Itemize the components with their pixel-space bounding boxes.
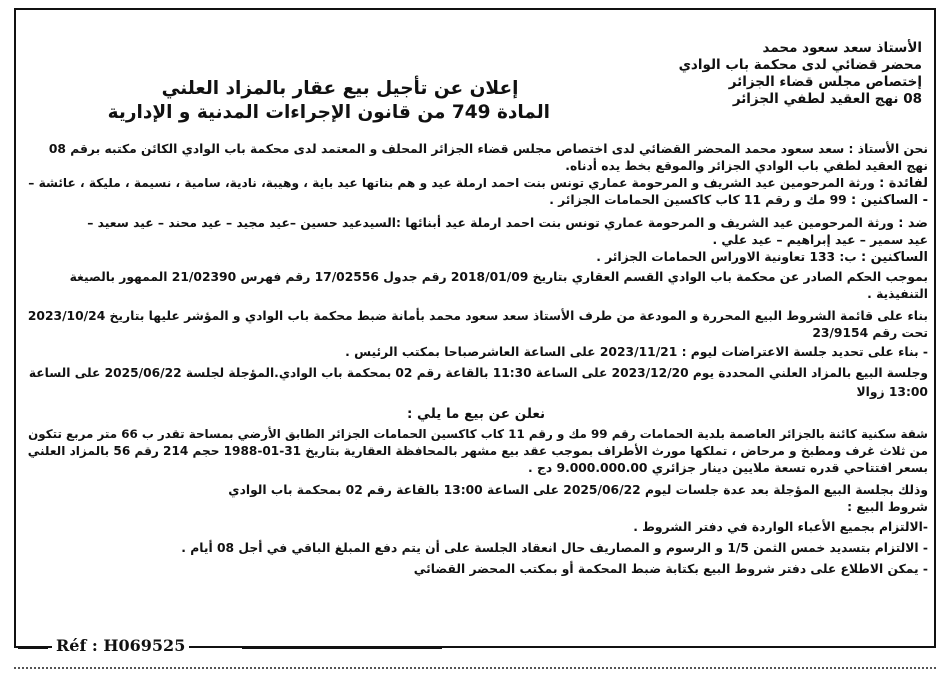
conditions-line: تحت رقم 23/9154 <box>812 326 928 340</box>
judgment-line: بموجب الحكم الصادر عن محكمة باب الوادي القسم العقاري بتاريخ 2018/01/09 رقم جدول 17/02556 رقم فهرس 21/02390 الممهور بالصيغة <box>69 270 928 284</box>
against-residence-line <box>596 250 928 265</box>
bottom-rule <box>14 667 936 669</box>
conditions-line: بناء على قائمة الشروط البيع المحررة و المودعة من طرف الأستاذ سعد سعود محمد بأمانة ضبط محكمة باب الوادي و المؤشر عليها بتاريخ 2023/10/24 <box>27 309 928 323</box>
notice-subtitle: المادة 749 من قانون الإجراءات المدنية و الإدارية <box>107 102 550 123</box>
against-residence-label: الساكنين : <box>860 250 928 265</box>
judgment-line: التنفيذية . <box>867 287 928 301</box>
bailiff-name: الأستاذ سعد سعود محمد <box>762 40 922 56</box>
bailiff-jurisdiction: إختصاص مجلس قضاء الجزائر <box>728 74 922 90</box>
terms-item: -الالتزام بجميع الأعباء الواردة في دفتر الشروط . <box>633 520 928 534</box>
postponed-session-line: وذلك بجلسة البيع المؤجلة بعد عدة جلسات ليوم 2025/06/22 على الساعة 13:00 بالقاعة رقم 02 بمحكمة باب الوادي <box>228 483 928 497</box>
reference-rule <box>242 646 442 649</box>
against-label: ضد : <box>898 216 928 231</box>
announce-heading: نعلن عن بيع ما يلي : <box>406 406 546 422</box>
beneficiary-label: لفائدة : <box>879 176 928 191</box>
terms-heading: شروط البيع : <box>847 500 928 514</box>
against-line: عيد سمير – عيد إبراهيم – عيد علي . <box>712 233 928 247</box>
reference-row <box>18 636 438 656</box>
sale-session-line: وجلسة البيع بالمزاد العلني المحددة يوم 2023/12/20 على الساعة 11:30 بالقاعة رقم 02 بمحكمة باب الوادي.المؤجلة لجلسة 2025/06/22 على الساعة <box>28 366 928 380</box>
beneficiary-residence-text: 99 مك و رقم 11 كاب كاكسين الحمامات الجزائر . <box>549 193 847 207</box>
opening-price-line: بسعر افتتاحي قدره تسعة ملايين دينار جزائري 9.000.000.00 دج . <box>528 461 928 475</box>
property-line: من ثلاث غرف ومطبخ و مرحاض ، تملكها مورث الأطراف بموجب عقد بيع مشهر بالمحافظة العقارية بتاريخ 31-01-1988 حجم 214 رقم 56 بالمزاد العلني <box>27 444 928 458</box>
beneficiary-residence-label: - الساكنين : <box>851 193 928 208</box>
objections-session-line: - بناء على تحديد جلسة الاعتراضات ليوم : 2023/11/21 على الساعة العاشرصباحا بمكتب الرئيس . <box>345 345 928 359</box>
terms-item: - يمكن الاطلاع على دفتر شروط البيع بكتابة ضبط المحكمة أو بمكتب المحضر القضائي <box>413 562 928 576</box>
sale-session-line: 13:00 زوالا <box>856 385 928 399</box>
intro-line: نهج العقيد لطفي باب الوادي الجزائر والموقع بخط يده أدناه. <box>565 159 928 173</box>
intro-line: نحن الأستاذ : سعد سعود محمد المحضر القضائي لدى اختصاص مجلس قضاء الجزائر المحلف و المعتمد لدى محكمة باب الوادي الكائن مكتبه برقم 08 <box>48 142 928 156</box>
bailiff-title: محضر قضائي لدى محكمة باب الوادي <box>678 57 922 73</box>
reference-number: Réf : H069525 <box>52 636 189 655</box>
against-residence-text: ب: 133 تعاونية الاوراس الحمامات الجزائر . <box>596 250 857 264</box>
reference-rule <box>18 646 48 649</box>
beneficiary-text: ورثة المرحومين عيد الشريف و المرحومة عماري تونس بنت احمد ارملة عيد و هم بناتها عيد باية ، وهيبة، نادية، سامية ، نسيمة ، مليكة ، عائشة – <box>28 176 875 190</box>
notice-title: إعلان عن تأجيل بيع عقار بالمزاد العلني <box>161 78 519 99</box>
beneficiary-line <box>28 176 928 191</box>
beneficiary-residence-line <box>549 193 928 208</box>
terms-item: - الالتزام بتسديد خمس الثمن 1/5 و الرسوم و المصاريف حال انعقاد الجلسة على أن يتم دفع المبلغ الباقي في أجل 08 أيام . <box>181 541 928 555</box>
against-line <box>87 216 928 231</box>
property-line: شقة سكنية كائنة بالجزائر العاصمة بلدية الحمامات رقم 99 مك و رقم 11 كاب كاكسين الحمامات الجزائر الطابق الأرضي بمساحة تقدر ب 66 متر مربع تتكون <box>28 427 928 441</box>
bailiff-address: 08 نهج العقيد لطفي الجزائر <box>732 91 922 107</box>
against-text: ورثة المرحومين عيد الشريف و المرحومة عماري تونس بنت احمد ارملة عيد أبنائها :السيدعيد حسين –عيد مجيد – عيد محند – عيد سعيد – <box>87 216 894 230</box>
